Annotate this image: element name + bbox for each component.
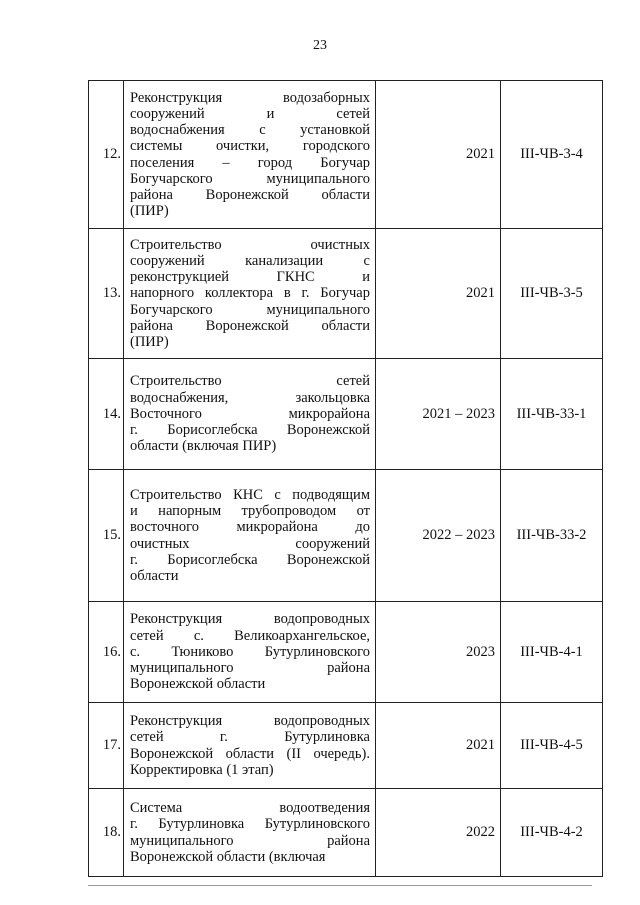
row-number: 14. (89, 359, 124, 470)
project-name-line: реконструкцией ГКНС и (130, 269, 370, 286)
project-name-line: г. Бутурлиновка Бутурлиновского (130, 816, 370, 833)
project-name-line: г. Борисоглебска Воронежской (130, 551, 370, 568)
project-name-line: Реконструкция водопроводных (130, 611, 370, 628)
project-name-line: области (130, 567, 179, 584)
project-year: 2021 (376, 703, 501, 789)
project-name-line: системы очистки, городского (130, 138, 370, 155)
project-name-line: Система водоотведения (130, 800, 370, 817)
project-code: III-ЧВ-3-4 (501, 81, 603, 229)
project-name-line: Воронежской области (130, 676, 266, 693)
project-year: 2021 (376, 81, 501, 229)
bottom-divider (88, 885, 592, 886)
project-name (124, 703, 376, 789)
project-name-line: водоснабжения с установкой (130, 122, 370, 139)
project-name-line: района Воронежской области (130, 186, 370, 203)
project-name-line: сооружений и сетей (130, 105, 370, 122)
row-number: 18. (89, 789, 124, 877)
project-code: III-ЧВ-3-5 (501, 229, 603, 359)
project-name-line: сетей с. Великоархангельское, (130, 627, 370, 644)
table-row (89, 229, 603, 359)
project-name (124, 602, 376, 703)
row-number: 17. (89, 703, 124, 789)
project-name-line: Реконструкция водопроводных (130, 713, 370, 730)
project-name-line: Строительство сетей (130, 373, 370, 390)
project-name-line: Воронежской области (включая (130, 848, 326, 865)
project-name (124, 359, 376, 470)
project-name-line: Корректировка (1 этап) (130, 761, 274, 778)
project-name-line: области (включая ПИР) (130, 438, 277, 455)
project-name-line: Реконструкция водозаборных (130, 89, 370, 106)
table-row (89, 789, 603, 877)
project-year: 2022 – 2023 (376, 470, 501, 602)
project-name-line: с. Тюниково Бутурлиновского (130, 643, 370, 660)
project-year: 2021 – 2023 (376, 359, 501, 470)
table-row (89, 359, 603, 470)
project-name-line: Строительство очистных (130, 236, 370, 253)
project-name-line: муниципального района (130, 832, 370, 849)
row-number: 16. (89, 602, 124, 703)
project-name-line: очистных сооружений (130, 535, 370, 552)
project-name-line: Восточного микрорайона (130, 405, 370, 422)
project-year: 2021 (376, 229, 501, 359)
project-name-line: Воронежской области (II очередь). (130, 745, 370, 762)
project-name-line: напорного коллектора в г. Богучар (130, 285, 370, 302)
project-name (124, 229, 376, 359)
project-name (124, 81, 376, 229)
project-name-line: и напорным трубопроводом от (130, 503, 370, 520)
project-name (124, 789, 376, 877)
table-row (89, 703, 603, 789)
project-code: III-ЧВ-33-2 (501, 470, 603, 602)
project-code: III-ЧВ-33-1 (501, 359, 603, 470)
project-name-line: поселения – город Богучар (130, 154, 370, 171)
project-name-line: Богучарского муниципального (130, 301, 370, 318)
project-name (124, 470, 376, 602)
project-name-line: муниципального района (130, 660, 370, 677)
page-number: 23 (313, 38, 327, 53)
row-number: 12. (89, 81, 124, 229)
project-name-line: восточного микрорайона до (130, 519, 370, 536)
row-number: 13. (89, 229, 124, 359)
row-number: 15. (89, 470, 124, 602)
project-code: III-ЧВ-4-5 (501, 703, 603, 789)
project-name-line: г. Борисоглебска Воронежской (130, 422, 370, 439)
project-name-line: (ПИР) (130, 203, 169, 220)
project-name-line: сетей г. Бутурлиновка (130, 729, 370, 746)
project-name-line: водоснабжения, закольцовка (130, 389, 370, 406)
table-row (89, 470, 603, 602)
projects-table (88, 80, 603, 877)
project-year: 2023 (376, 602, 501, 703)
project-name-line: (ПИР) (130, 334, 169, 350)
project-name-line: сооружений канализации с (130, 252, 370, 269)
table-row (89, 602, 603, 703)
project-name-line: Строительство КНС с подводящим (130, 486, 370, 503)
project-name-line: района Воронежской области (130, 317, 370, 334)
table-row (89, 81, 603, 229)
project-code: III-ЧВ-4-2 (501, 789, 603, 877)
project-year: 2022 (376, 789, 501, 877)
project-name-line: Богучарского муниципального (130, 170, 370, 187)
project-code: III-ЧВ-4-1 (501, 602, 603, 703)
